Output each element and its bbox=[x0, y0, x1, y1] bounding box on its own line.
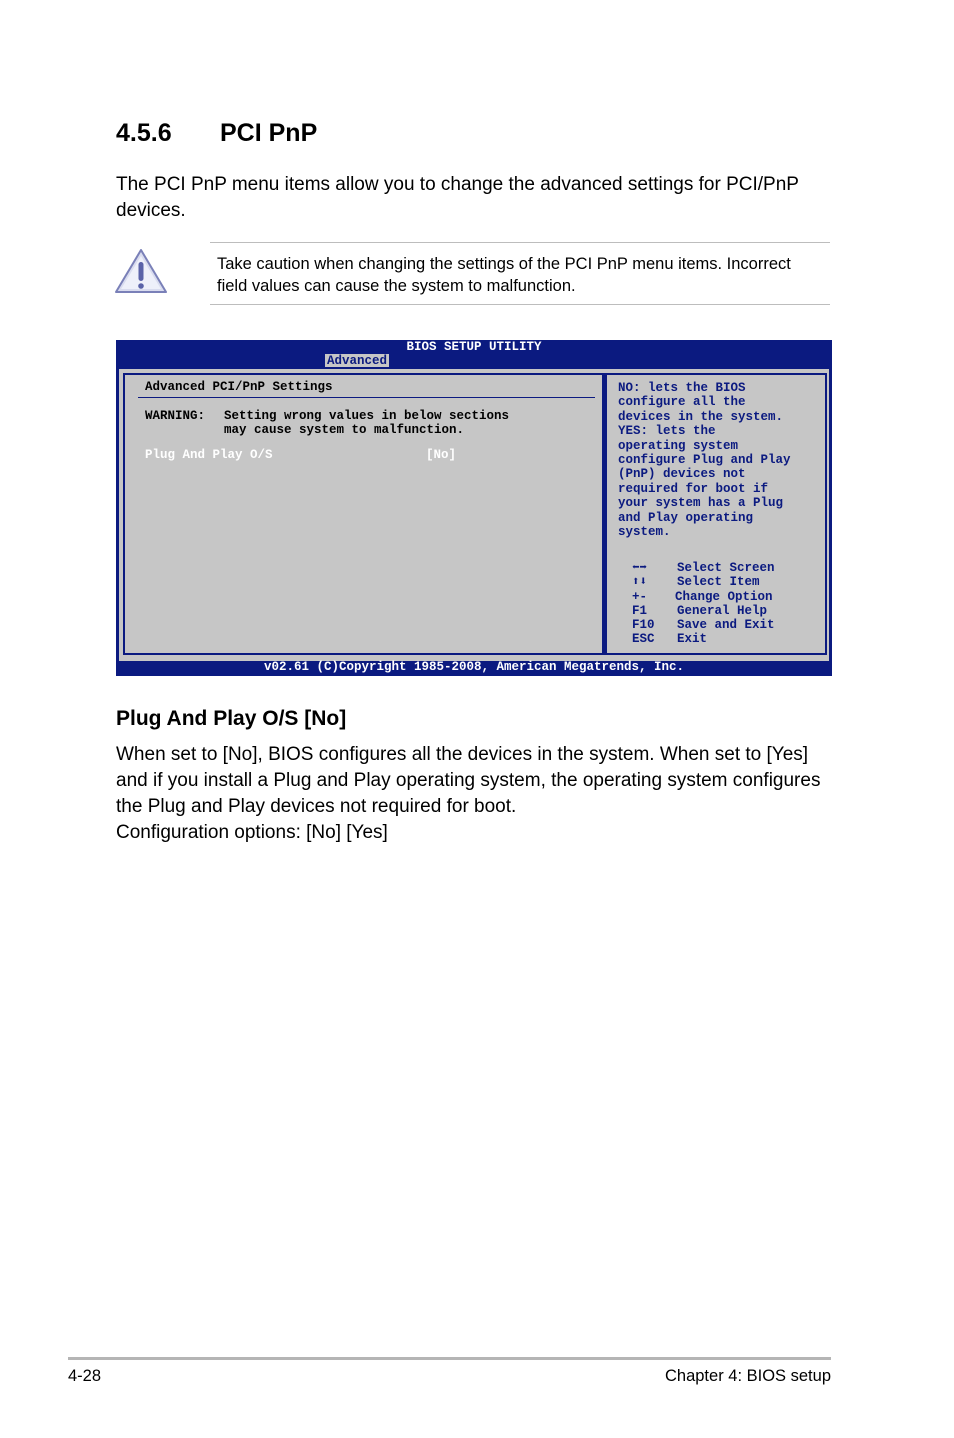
footer-divider bbox=[68, 1357, 831, 1360]
key-legend-desc: General Help bbox=[677, 603, 768, 618]
subsection-title: Plug And Play O/S [No] bbox=[116, 707, 347, 730]
key-legend-desc: Select Item bbox=[677, 575, 760, 590]
caution-note bbox=[210, 242, 830, 305]
bios-panel-title: Advanced PCI/PnP Settings bbox=[145, 380, 333, 394]
configuration-options: Configuration options: [No] [Yes] bbox=[116, 822, 388, 843]
section-number: 4.5.6 bbox=[116, 119, 172, 147]
section-heading bbox=[116, 119, 317, 148]
bios-title: BIOS SETUP UTILITY bbox=[406, 340, 542, 354]
intro-paragraph: The PCI PnP menu items allow you to change the advanced settings for PCI/PnP devices. bbox=[116, 174, 799, 221]
warning-label: WARNING: bbox=[145, 409, 206, 423]
key-legend-desc: Change Option bbox=[675, 589, 773, 604]
plug-and-play-os-label[interactable]: Plug And Play O/S bbox=[145, 448, 273, 462]
key-legend-key: F10 bbox=[632, 618, 655, 633]
caution-text: Take caution when changing the settings of the PCI PnP menu items. Incorrect field values can cause the system to malfunction. bbox=[217, 255, 791, 295]
bios-help-pane bbox=[604, 373, 827, 655]
key-legend-key: +- bbox=[632, 589, 648, 604]
subsection-body: When set to [No], BIOS configures all the devices in the system. When set to [Yes] and if you install a Plug and Play operating system, the operating system configures the Plug and Play devices not required for boot. bbox=[116, 744, 821, 817]
up-down-arrows-icon: ⬆⬇ bbox=[632, 575, 648, 590]
left-right-arrows-icon: ⬅➡ bbox=[632, 561, 648, 575]
tab-advanced[interactable]: Advanced bbox=[327, 354, 388, 368]
plug-and-play-os-value[interactable]: [No] bbox=[426, 448, 457, 462]
key-legend-desc: Exit bbox=[677, 632, 708, 647]
warning-line-1: Setting wrong values in below sections bbox=[224, 409, 510, 423]
warning-triangle-icon bbox=[114, 247, 168, 295]
key-legend-key: F1 bbox=[632, 603, 648, 618]
key-legend-desc: Select Screen bbox=[677, 561, 775, 575]
bios-screen bbox=[116, 340, 832, 676]
help-text: NO: lets the BIOS configure all the devices in the system. YES: lets the operating system configure Plug and Play (PnP) devices not required for boot if your system has a Plug and Play operating system. bbox=[618, 381, 791, 540]
bios-panel bbox=[119, 369, 829, 661]
key-legend-key: ESC bbox=[632, 632, 655, 647]
section-title: PCI PnP bbox=[220, 119, 318, 147]
bios-divider bbox=[138, 397, 595, 398]
key-legend-desc: Save and Exit bbox=[677, 618, 775, 633]
page-number: 4-28 bbox=[68, 1367, 102, 1385]
warning-line-2: may cause system to malfunction. bbox=[224, 423, 465, 437]
bios-copyright: v02.61 (C)Copyright 1985-2008, American Megatrends, Inc. bbox=[263, 660, 685, 674]
bios-settings-pane bbox=[123, 373, 604, 655]
chapter-label: Chapter 4: BIOS setup bbox=[664, 1367, 831, 1385]
